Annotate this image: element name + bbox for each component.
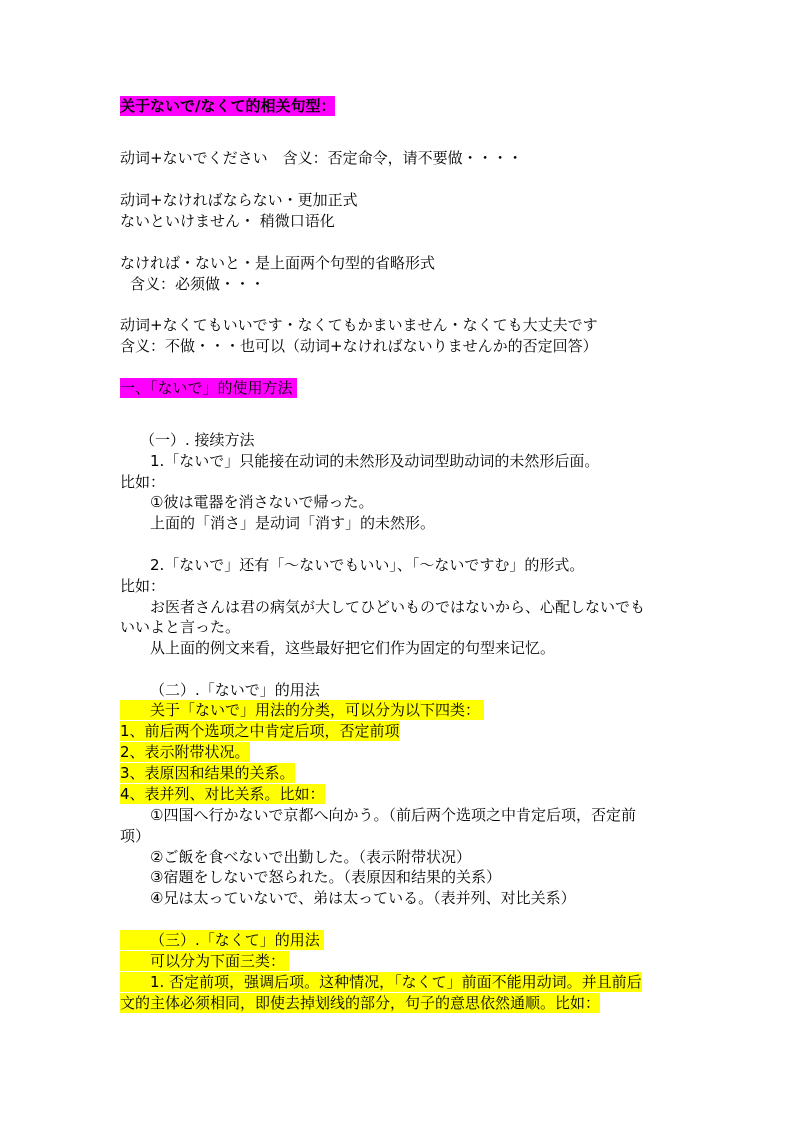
section-1-rule-1: 1.「ないで」只能接在动词的未然形及动词型助动词的未然形后面。: [150, 452, 600, 470]
example-sentence-continued: 项）: [120, 827, 151, 845]
example-sentence: ①彼は電器を消さないで帰った。: [150, 493, 374, 511]
section-3-rule-1-continued: 文的主体必须相同，即使去掉划线的部分，句子的意思依然通顺。比如：: [120, 994, 601, 1012]
example-label: 比如：: [120, 577, 166, 595]
example-sentence: ③宿題をしないで怒られた。（表原因和结果的关系）: [150, 868, 501, 886]
section-2-intro: 关于「ないで」用法的分类，可以分为以下四类：: [120, 700, 484, 720]
pattern-abbreviation-meaning: 含义：必须做・・・: [130, 275, 266, 293]
section-3-intro: 可以分为下面三类：: [120, 951, 289, 971]
example-label: 比如：: [120, 473, 166, 491]
example-sentence: お医者さんは君の病気が大してひどいものではないから、心配しないでも: [150, 598, 646, 616]
pattern-nakereba-naranai: 动词+なければならない・更加正式: [120, 191, 358, 209]
category-item: 2、表示附带状况。: [120, 743, 250, 761]
example-sentence: ④兄は太っていないで、弟は太っている。（表并列、对比关系）: [150, 889, 576, 907]
pattern-nakutemo-ii: 动词+なくてもいいです・なくてもかまいません・なくても大丈夫です: [120, 316, 598, 334]
section-2-title: （二）.「ないで」的用法: [150, 681, 320, 699]
section-3-rule-1: 1. 否定前项，强调后项。这种情况，「なくて」前面不能用动词。并且前后: [120, 972, 642, 992]
pattern-nakutemo-ii-meaning: 含义：不做・・・也可以（动词+なければないりませんか的否定回答）: [120, 337, 598, 355]
category-item: 4、表并列、对比关系。比如：: [120, 785, 325, 803]
example-sentence: ①四国へ行かないで京都へ向かう。（前后两个选项之中肯定后项，否定前: [150, 806, 636, 824]
pattern-abbreviation: なければ・ないと・是上面两个句型的省略形式: [120, 254, 436, 272]
heading-related-patterns: 关于ないで/なくて的相关句型：: [120, 97, 336, 115]
category-item: 1、前后两个选项之中肯定后项，否定前项: [120, 722, 400, 740]
pattern-negative-command: 动词+ないでください 含义：否定命令，请不要做・・・・: [120, 149, 523, 167]
heading-naide-usage: 一、「ないで」的使用方法: [120, 378, 297, 398]
category-item: 3、表原因和结果的关系。: [120, 764, 295, 782]
pattern-naito-ikemasen: ないといけません・ 稍微口语化: [120, 212, 335, 230]
section-1-title: （一）. 接续方法: [140, 431, 255, 449]
section-1-rule-2: 2.「ないで」还有「～ないでもいい」、「～ないですむ」的形式。: [150, 556, 585, 574]
example-sentence: ②ご飯を食べないで出勤した。（表示附带状况）: [150, 848, 471, 866]
section-3-title: （三）.「なくて」的用法: [120, 930, 324, 950]
example-note: 从上面的例文来看，这些最好把它们作为固定的句型来记忆。: [150, 639, 556, 657]
example-note: 上面的「消さ」是动词「消す」的未然形。: [150, 514, 436, 532]
example-sentence-continued: いいよと言った。: [120, 618, 241, 636]
